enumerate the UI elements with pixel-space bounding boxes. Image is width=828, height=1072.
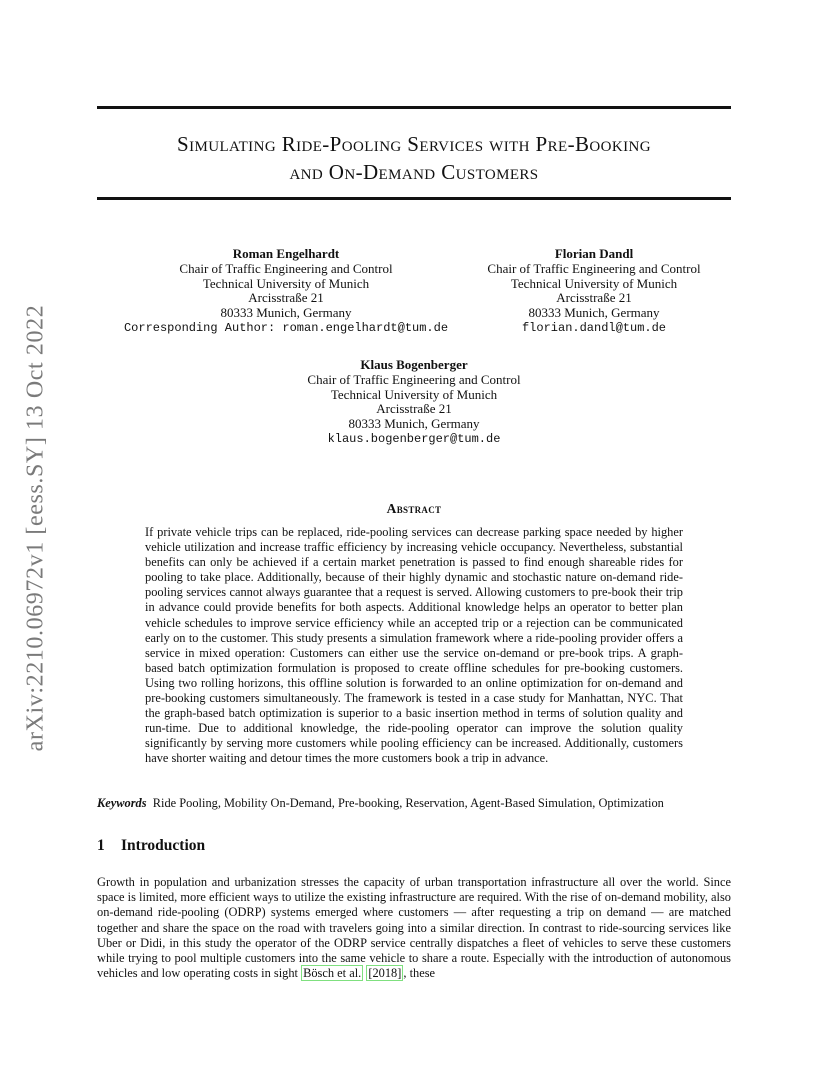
author-block-engelhardt: [124, 247, 448, 336]
author-block-dandl: [487, 247, 700, 336]
keywords-text: Ride Pooling, Mobility On-Demand, Pre-booking, Reservation, Agent-Based Simulation, Optimization: [152, 796, 664, 810]
citation-link-year[interactable]: [2018]: [368, 966, 402, 981]
section-heading-introduction: [97, 837, 205, 855]
author-name: Klaus Bogenberger: [360, 357, 468, 372]
title-line-2: and On-Demand Customers: [289, 160, 539, 184]
keywords-label: Keywords: [97, 796, 147, 810]
author-institution: Technical University of Munich: [202, 275, 370, 291]
introduction-paragraph: [97, 875, 731, 981]
author-block-bogenberger: [307, 358, 520, 447]
author-institution: Technical University of Munich: [510, 275, 678, 291]
author-street: Arcisstraße 21: [248, 290, 324, 306]
author-affiliation: Chair of Traffic Engineering and Control: [307, 371, 521, 387]
author-email[interactable]: Corresponding Author: roman.engelhardt@tum.de: [123, 320, 449, 335]
arxiv-identifier-stamp: arXiv:2210.06972v1 [eess.SY] 13 Oct 2022: [22, 304, 49, 752]
author-city: 80333 Munich, Germany: [528, 305, 660, 321]
title-top-rule: [97, 106, 731, 109]
intro-text-before-citation: Growth in population and urbanization stresses the capacity of urban transportation infrastructure all over the world. Since space is limited, more efficient ways to utilize the existing infrastructure are required. With the rise of on-demand mobility, also on-demand ride-pooling (ODRP) systems emerged where customers — after requesting a trip on demand — are matched together and share the space on the road with travelers going into a similar direction. In contrast to ride-sourcing services like Uber or Didi, in this study the operator of the ODRP service centrally dispatches a fleet of vehicles to serve these customers while trying to pool multiple customers into the same vehicle to share a route. Especially with the introduction of autonomous vehicles and low operating costs in sight: [97, 875, 731, 981]
author-street: Arcisstraße 21: [376, 401, 452, 417]
title-bottom-rule: [97, 197, 731, 200]
paper-title: [97, 130, 731, 186]
keywords-line: [97, 796, 737, 811]
author-affiliation: Chair of Traffic Engineering and Control: [179, 260, 393, 276]
abstract-heading: Abstract: [386, 501, 442, 516]
author-city: 80333 Munich, Germany: [348, 416, 480, 432]
author-institution: Technical University of Munich: [330, 386, 498, 402]
author-name: Roman Engelhardt: [232, 246, 340, 261]
title-line-1: Simulating Ride-Pooling Services with Pre-Booking: [177, 132, 651, 156]
section-title: Introduction: [121, 837, 206, 854]
abstract-text: If private vehicle trips can be replaced, ride-pooling services can decrease parking space needed by higher vehicle utilization and increase traffic efficiency by increasing vehicle occupancy. Nevertheless, substantial benefits can only be achieved if a certain market penetration is passed to find enough shareable rides for pooling to take place. Additionally, because of their highly dynamic and stochastic nature on-demand ride-pooling services cannot always guarantee that a request is served. Allowing customers to pre-book their trip in advance could provide benefits for both aspects. Additional knowledge helps an operator to better plan vehicle schedules to improve service efficiency while an accepted trip or a rejection can be communicated early on to the customer. This study presents a simulation framework where a ride-pooling provider offers a service in mixed operation: Customers can either use the service on-demand or pre-book trips. A graph-based batch optimization formulation is proposed to create offline schedules for pre-booking customers. Using two rolling horizons, this offline solution is forwarded to an online optimization for on-demand and pre-booking customers simultaneously. The framework is tested in a case study for Manhattan, NYC. That the graph-based batch optimization is superior to a basic insertion method in terms of solution quality and run-time. Due to additional knowledge, the ride-pooling operator can improve the solution quality significantly by serving more customers while pooling efficiency can be increased. Additionally, customers have shorter waiting and detour times the more customers book a trip in advance.: [145, 525, 683, 766]
citation-link-authors[interactable]: Bösch et al.: [303, 966, 362, 981]
author-street: Arcisstraße 21: [556, 290, 632, 306]
author-city: 80333 Munich, Germany: [220, 305, 352, 321]
author-name: Florian Dandl: [554, 246, 634, 261]
author-email[interactable]: klaus.bogenberger@tum.de: [327, 431, 501, 446]
author-affiliation: Chair of Traffic Engineering and Control: [487, 260, 701, 276]
intro-text-after-citation: , these: [403, 966, 436, 981]
author-email[interactable]: florian.dandl@tum.de: [521, 320, 667, 335]
section-number: 1: [97, 837, 105, 854]
